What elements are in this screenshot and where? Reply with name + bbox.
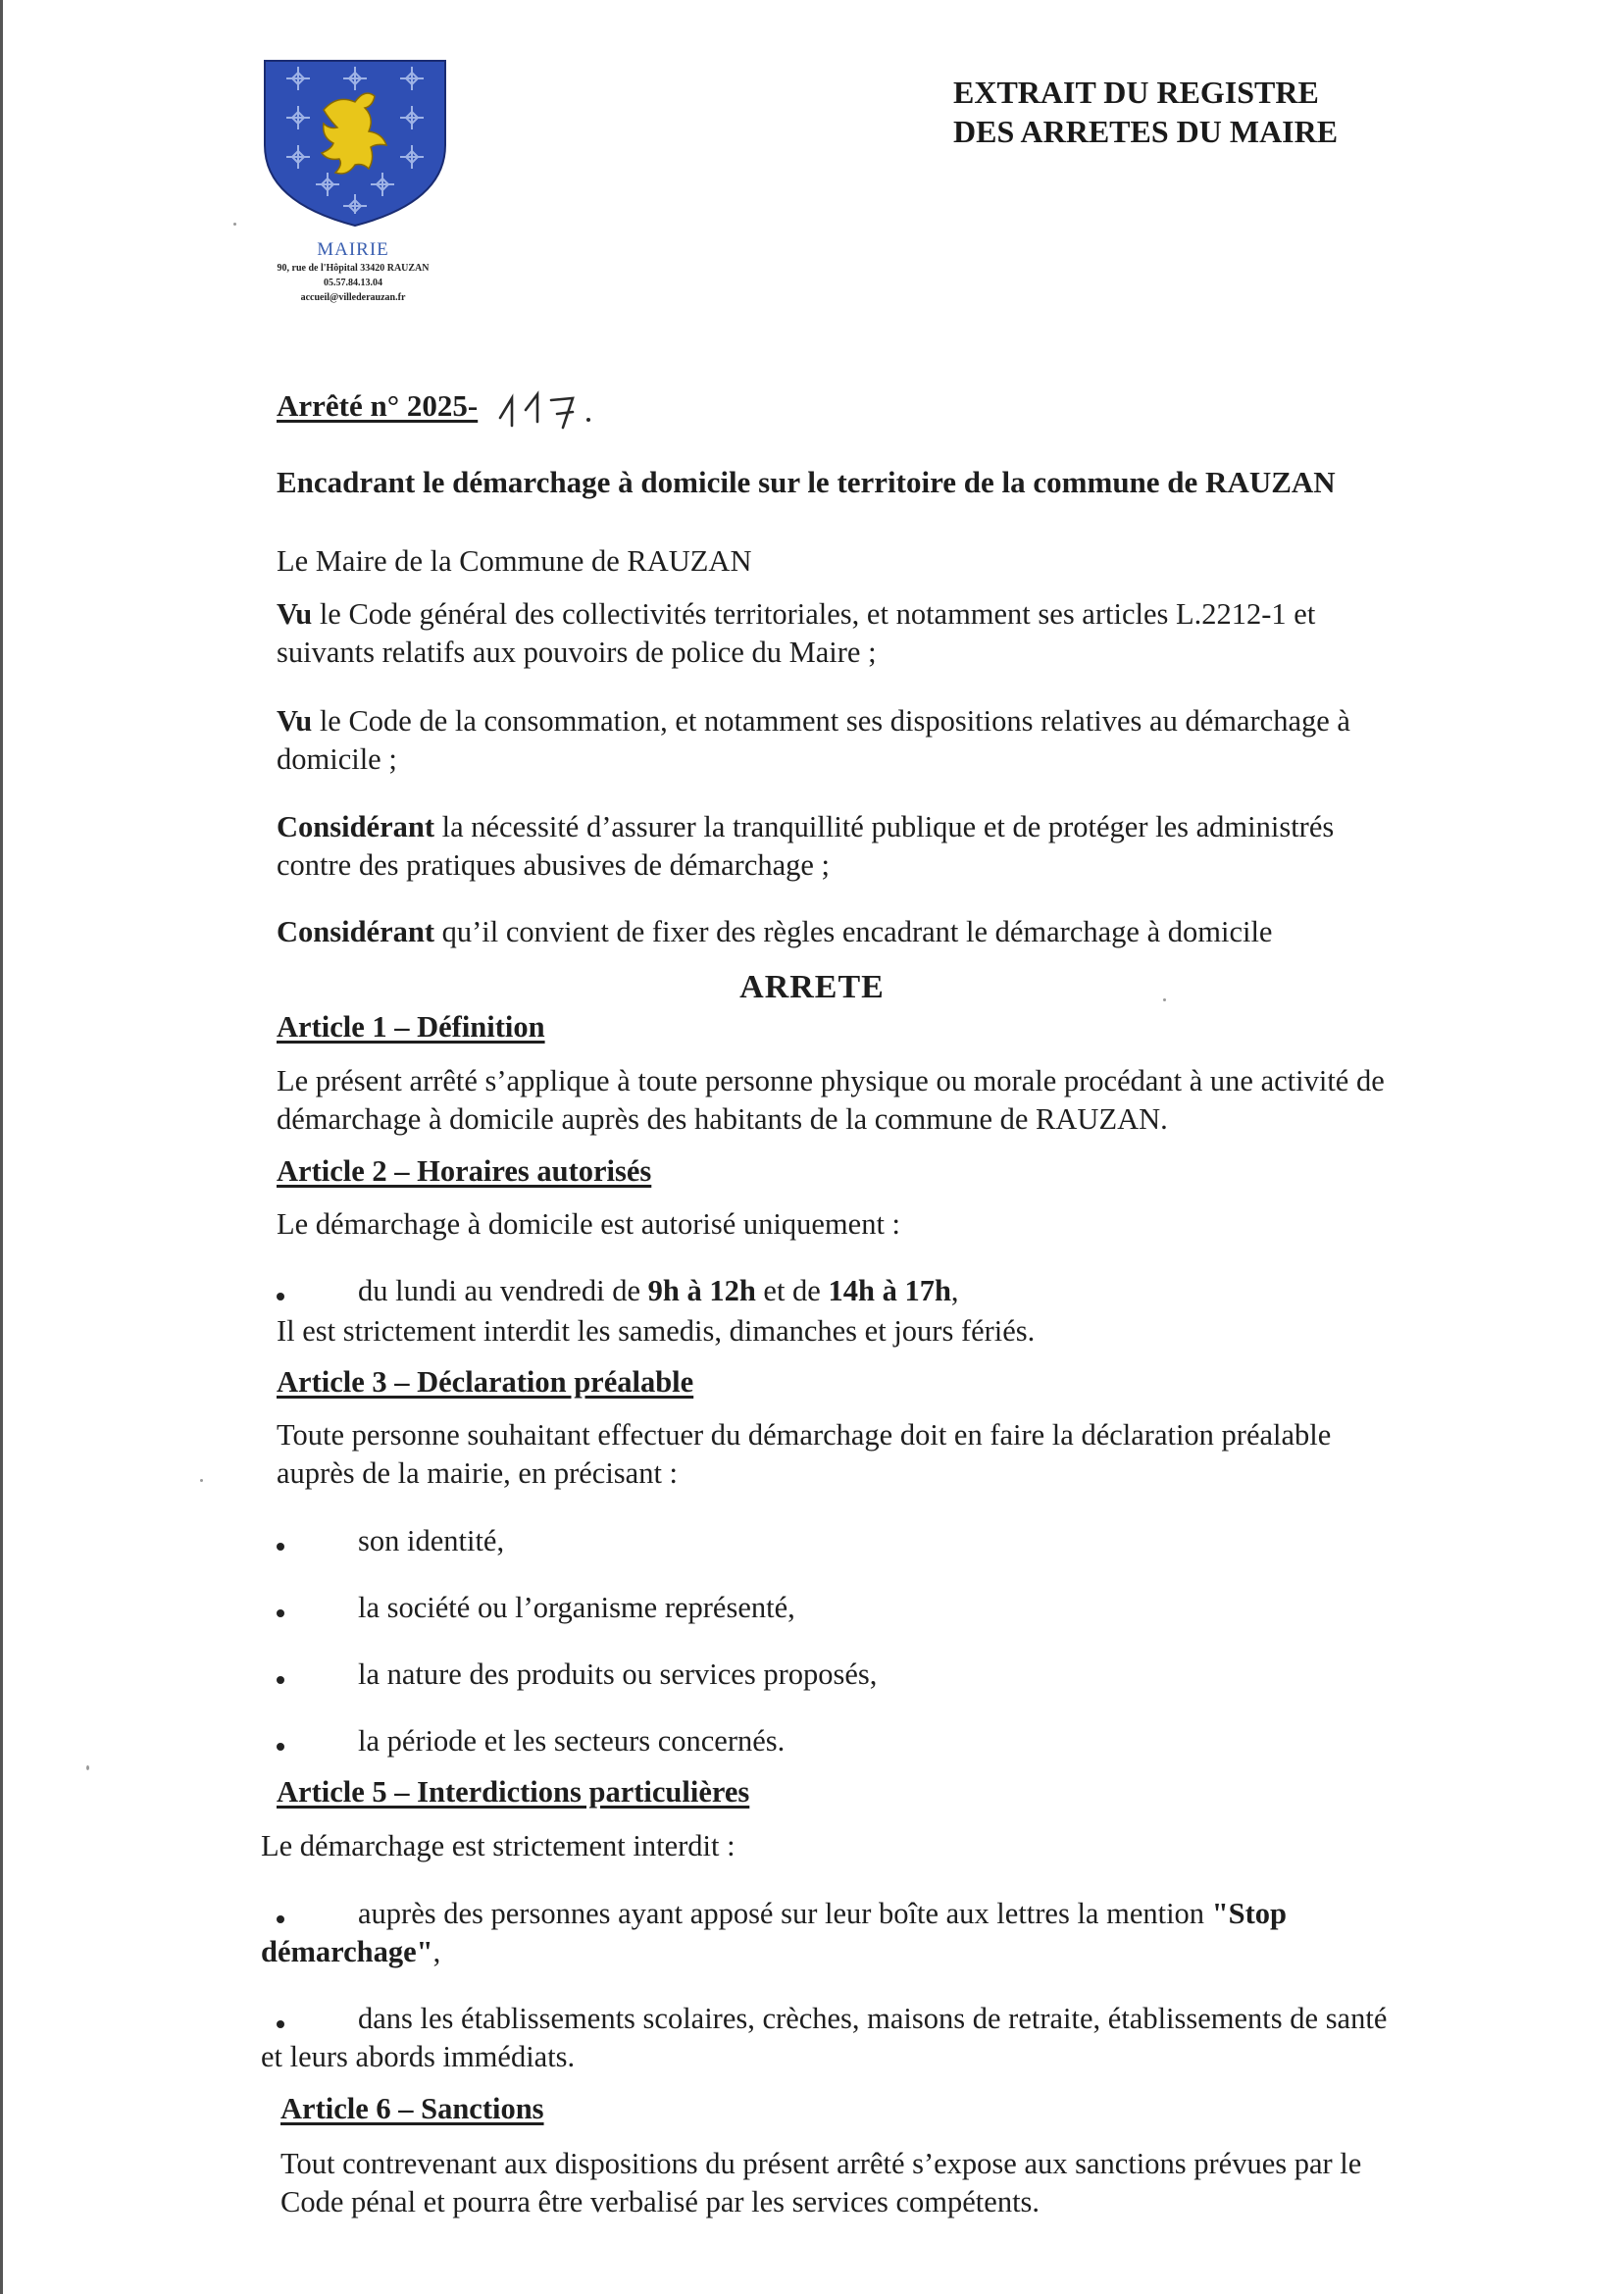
scan-speck	[86, 1765, 89, 1770]
article-5-title: Article 5 – Interdictions particulières	[277, 1775, 750, 1809]
scan-speck	[233, 223, 236, 226]
hours-text-post: ,	[950, 1274, 959, 1307]
vu2-line-1: le Code de la consommation, et notamment ses dispositions relatives au démarchage à	[312, 704, 1350, 738]
bullet-icon	[277, 1543, 284, 1551]
article-2-title: Article 2 – Horaires autorisés	[277, 1154, 652, 1188]
vu-paragraph-1	[277, 595, 1512, 672]
article-6-line-1: Tout contrevenant aux dispositions du présent arrêté s’expose aux sanctions prévues par le	[280, 2147, 1362, 2180]
vu-paragraph-2	[277, 702, 1512, 779]
arrete-subject: Encadrant le démarchage à domicile sur le territoire de la commune de RAUZAN	[277, 465, 1336, 499]
stop-mention-1: "Stop	[1211, 1897, 1287, 1930]
vu1-line-2: suivants relatifs aux pouvoirs de police du Maire ;	[277, 636, 877, 669]
article-2-hours-item	[358, 1272, 959, 1310]
handwritten-number	[498, 388, 606, 430]
article-5-item-establishments	[261, 2000, 1516, 2076]
hours-text-mid: et de	[755, 1274, 829, 1307]
article-6-title: Article 6 – Sanctions	[280, 2092, 544, 2125]
article-3-line-1: Toute personne souhaitant effectuer du démarchage doit en faire la déclaration préalable	[277, 1418, 1332, 1452]
hours-afternoon: 14h à 17h	[828, 1274, 951, 1307]
bullet-icon	[277, 1676, 284, 1684]
scan-page-edge	[0, 0, 3, 2294]
decision-heading: ARRETE	[739, 969, 885, 1005]
article-5-intro: Le démarchage est strictement interdit :	[261, 1829, 736, 1862]
article-3-body	[277, 1416, 1512, 1493]
registry-line-2: DES ARRETES DU MAIRE	[953, 114, 1339, 149]
considerant-label: Considérant	[277, 810, 434, 843]
considerant-paragraph-2	[277, 913, 1512, 951]
cons2-line-1: qu’il convient de fixer des règles encadrant le démarchage à domicile	[434, 915, 1273, 948]
article-2-note: Il est strictement interdit les samedis, dimanches et jours fériés.	[277, 1314, 1036, 1348]
hours-text-pre: du lundi au vendredi de	[358, 1274, 648, 1307]
vu-label: Vu	[277, 597, 313, 631]
mairie-contact-block	[235, 239, 471, 305]
scan-speck	[200, 1479, 203, 1482]
stop-text-pre: auprès des personnes ayant apposé sur leur boîte aux lettres la mention	[358, 1897, 1212, 1930]
article-6-body	[280, 2145, 1516, 2221]
vu2-line-2: domicile ;	[277, 742, 397, 776]
coat-of-arms-lion-icon	[263, 59, 447, 228]
registry-line-1: EXTRAIT DU REGISTRE	[953, 75, 1319, 110]
article-2-intro: Le démarchage à domicile est autorisé uniquement :	[277, 1207, 901, 1241]
registry-heading	[953, 73, 1338, 151]
bullet-icon	[277, 1609, 284, 1617]
stop-text-post: ,	[432, 1935, 441, 1968]
article-6-line-2: Code pénal et pourra être verbalisé par les services compétents.	[280, 2185, 1040, 2218]
mairie-phone: 05.57.84.13.04	[324, 278, 382, 288]
mairie-address: 90, rue de l'Hôpital 33420 RAUZAN	[277, 263, 430, 274]
establishments-line-2: et leurs abords immédiats.	[261, 2040, 576, 2073]
vu1-line-1: le Code général des collectivités territoriales, et notamment ses articles L.2212-1 et	[312, 597, 1316, 631]
arrete-number-label: Arrêté n° 2025-	[277, 388, 479, 423]
article-3-item: la période et les secteurs concernés.	[358, 1724, 786, 1758]
hours-morning: 9h à 12h	[647, 1274, 756, 1307]
mairie-label: MAIRIE	[317, 239, 389, 260]
establishments-line-1: dans les établissements scolaires, crèches, maisons de retraite, établissements de santé	[358, 2002, 1388, 2035]
article-1-line-2: démarchage à domicile auprès des habitants de la commune de RAUZAN.	[277, 1102, 1168, 1136]
cons1-line-1: la nécessité d’assurer la tranquillité publique et de protéger les administrés	[434, 810, 1335, 843]
article-3-line-2: auprès de la mairie, en précisant :	[277, 1456, 679, 1490]
article-1-title: Article 1 – Définition	[277, 1010, 545, 1044]
mayor-line: Le Maire de la Commune de RAUZAN	[277, 544, 752, 578]
article-3-item: la société ou l’organisme représenté,	[358, 1591, 795, 1624]
considerant-paragraph-1	[277, 808, 1512, 885]
considerant-label: Considérant	[277, 915, 434, 948]
article-3-item: son identité,	[358, 1524, 505, 1557]
stop-mention-2: démarchage"	[261, 1935, 433, 1968]
bullet-icon	[277, 1293, 284, 1300]
article-5-item-stop	[261, 1895, 1516, 1971]
vu-label: Vu	[277, 704, 313, 738]
article-1-body	[277, 1062, 1512, 1139]
mairie-email: accueil@villederauzan.fr	[300, 292, 406, 303]
cons1-line-2: contre des pratiques abusives de démarchage ;	[277, 848, 831, 882]
article-3-item: la nature des produits ou services proposés,	[358, 1657, 878, 1691]
bullet-icon	[277, 1743, 284, 1751]
article-3-title: Article 3 – Déclaration préalable	[277, 1365, 694, 1399]
article-1-line-1: Le présent arrêté s’applique à toute personne physique ou morale procédant à une activité de	[277, 1064, 1385, 1097]
